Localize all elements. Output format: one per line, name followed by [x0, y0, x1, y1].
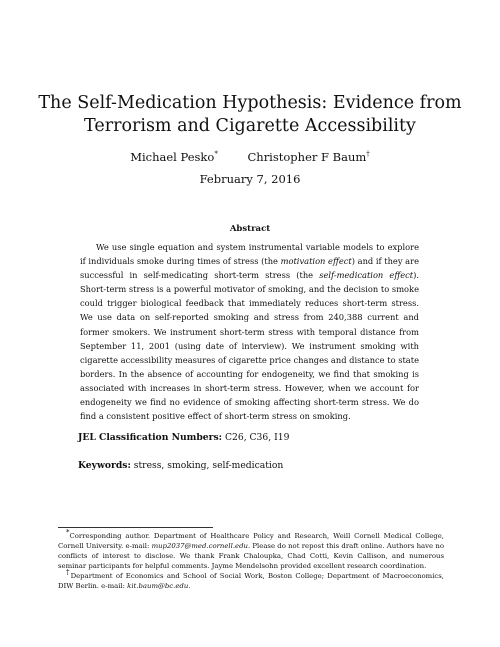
- footnote-1-mark: *: [66, 528, 70, 537]
- keywords-value: stress, smoking, self-medication: [133, 460, 284, 471]
- abstract-emphasis-1: motivation effect: [280, 256, 352, 267]
- abstract-heading: Abstract: [229, 224, 271, 234]
- author-1-name: Michael Pesko: [130, 150, 215, 164]
- author-list: [0, 150, 500, 164]
- paper-date: February 7, 2016: [199, 172, 301, 186]
- footnote-1-text-2: . Please do not repost this draft online. Authors have no conflicts of interest to disclose. We thank Frank Chaloupka, Chad Cotti, Kevin Callison, and numerous seminar participants for helpful comments. Jayme Mendelsohn provided excellent research coordination.: [58, 542, 444, 570]
- author-2-footnote-mark: †: [366, 150, 370, 159]
- author-1: [130, 150, 218, 164]
- jel-label: JEL Classification Numbers:: [78, 432, 223, 443]
- footnote-2-text-2: .: [188, 582, 191, 590]
- footnote-1: [58, 528, 444, 571]
- jel-value: C26, C36, I19: [224, 432, 290, 443]
- footnote-2-text-1: Department of Economics and School of Social Work, Boston College; Department of Macroeconomics, DIW Berlin. e-mail:: [58, 572, 444, 590]
- footnote-1-text-1: Corresponding author. Department of Healthcare Policy and Research, Weill Cornell Medical College, Cornell University. e-mail:: [58, 532, 444, 550]
- abstract-text-3: ). Short-term stress is a powerful motivator of smoking, and the decision to smoke could trigger biological feedback that immediately reduces short-term stress. We use data on self-reported smoking and stress from 240,388 current and former smokers. We instrument short-term stress with temporal distance from September 11, 2001 (using date of interview). We instrument smoking with cigarette accessibility measures of cigarette price changes and distance to state borders. In the absence of accounting for endogeneity, we find that smoking is associated with increases in short-term stress. However, when we account for endogeneity we find no evidence of smoking affecting short-term stress. We do find a consistent positive effect of short-term stress on smoking.: [80, 270, 419, 422]
- author-1-footnote-mark: *: [214, 150, 218, 159]
- keywords-label: Keywords:: [78, 460, 131, 471]
- footnote-rule: [58, 527, 213, 528]
- author-2-name: Christopher F Baum: [247, 150, 367, 164]
- abstract-text-2: ) and if they are successful in self-medicating short-term stress (the: [80, 256, 419, 281]
- footnote-2-mark: †: [66, 568, 71, 577]
- abstract-body: [80, 240, 419, 423]
- jel-classification: [78, 432, 438, 443]
- abstract-emphasis-2: self-medication effect: [319, 270, 414, 281]
- title-line-1: The Self-Medication Hypothesis: Evidence from: [38, 93, 462, 113]
- footnote-2-email: kit.baum@bc.edu: [127, 582, 189, 590]
- footnote-2: [58, 568, 444, 591]
- abstract-text-1: We use single equation and system instrumental variable models to explore if individuals smoke during times of stress (the: [80, 242, 419, 267]
- title-line-2: Terrorism and Cigarette Accessibility: [84, 116, 416, 136]
- author-2: [247, 150, 369, 164]
- footnote-1-email: mup2037@med.cornell.edu: [151, 542, 248, 550]
- paper-title: [0, 92, 500, 138]
- keywords: [78, 460, 438, 471]
